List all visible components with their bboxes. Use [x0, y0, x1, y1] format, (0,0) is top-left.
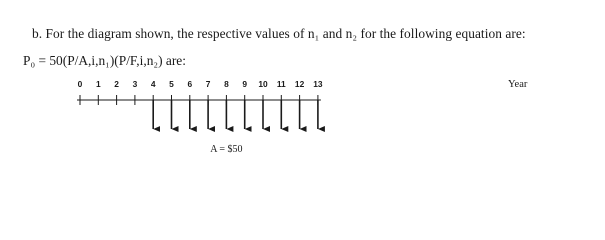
tick-label-3: 3: [132, 79, 138, 89]
tick-label-1: 1: [95, 79, 101, 89]
tick-label-10: 10: [258, 79, 268, 89]
tick-label-13: 13: [313, 79, 323, 89]
tick-label-4: 4: [150, 79, 156, 89]
tick-label-2: 2: [114, 79, 119, 89]
amount-label: A = $50: [210, 144, 243, 155]
cash-flow-arrows: [153, 100, 318, 129]
tick-label-12: 12: [294, 79, 305, 89]
tick-label-8: 8: [224, 79, 229, 89]
tick-label-11: 11: [276, 79, 286, 89]
tick-label-6: 6: [187, 79, 193, 89]
axis-title: Year: [508, 79, 528, 90]
tick-label-9: 9: [242, 79, 248, 89]
tick-label-5: 5: [169, 79, 174, 89]
tick-label-0: 0: [77, 79, 83, 89]
question-text: b. For the diagram shown, the respective values of n₁ and n₂ for the following equation are:: [32, 26, 526, 41]
tick-label-7: 7: [205, 79, 211, 89]
equation-text: P₀ = 50(P/A,i,n₁)(P/F,i,n₂) are:: [23, 53, 186, 68]
tick-labels: [78, 79, 323, 89]
